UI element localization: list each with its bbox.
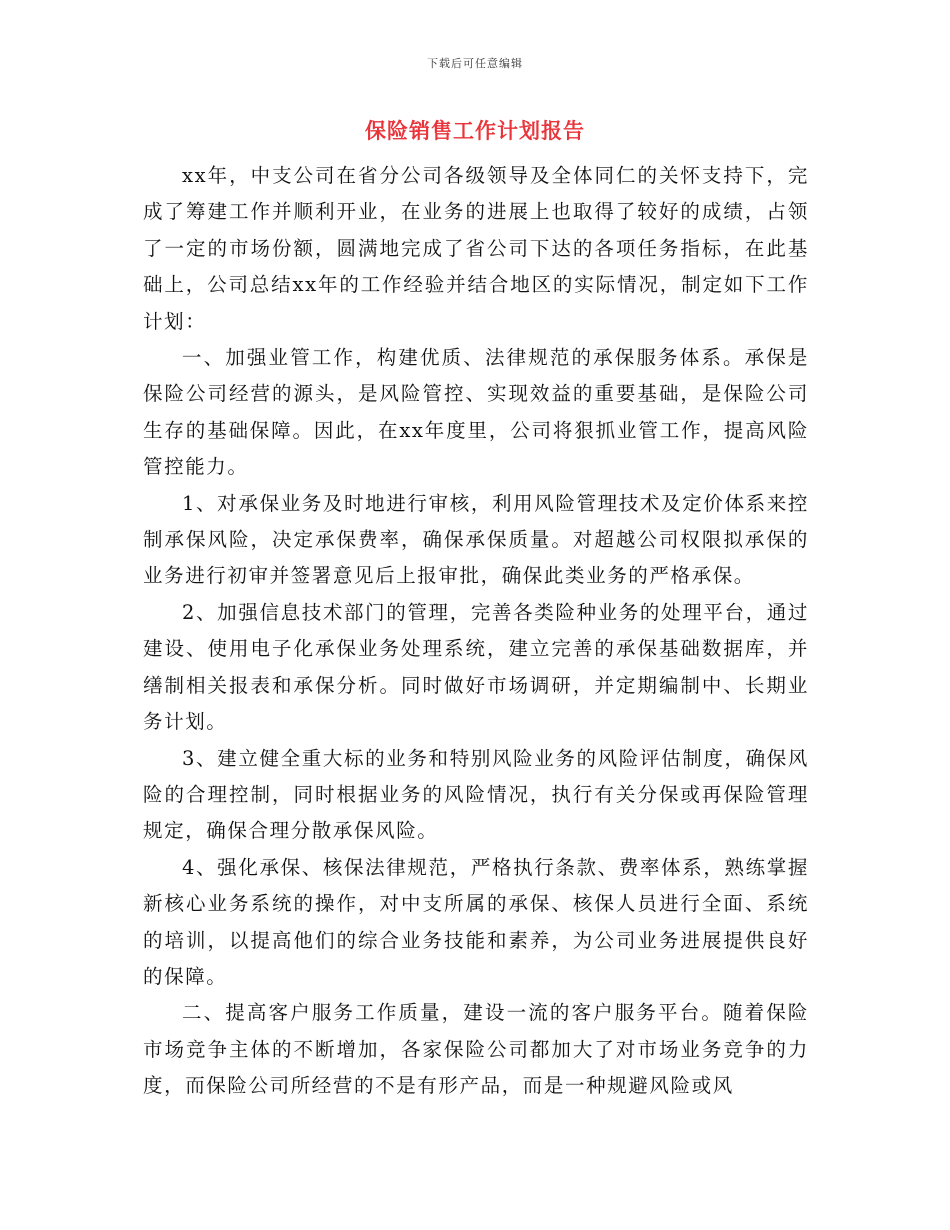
paragraph-item-4: 4、强化承保、核保法律规范，严格执行条款、费率体系，熟练掌握新核心业务系统的操作，对中支所属的承保、核保人员进行全面、系统的培训，以提高他们的综合业务技能和素养，为公司业务进展提供良好的保障。: [143, 855, 809, 988]
header-note: 下载后可任意编辑: [427, 57, 523, 70]
paragraph-item-2: 2、加强信息技术部门的管理，完善各类险种业务的处理平台，通过建设、使用电子化承保业务处理系统，建立完善的承保基础数据库，并缮制相关报表和承保分析。同时做好市场调研，并定期编制中、长期业务计划。: [143, 600, 809, 734]
paragraph-intro: xx年，中支公司在省分公司各级领导及全体同仁的关怀支持下，完成了筹建工作并顺利开业，在业务的进展上也取得了较好的成绩，占领了一定的市场份额，圆满地完成了省公司下达的各项任务指标，在此基础上，公司总结xx年的工作经验并结合地区的实际情况，制定如下工作计划：: [143, 164, 809, 333]
paragraph-section-2: 二、提高客户服务工作质量，建设一流的客户服务平台。随着保险市场竞争主体的不断增加，各家保险公司都加大了对市场业务竞争的力度，而保险公司所经营的不是有形产品，而是一种规避风险或风: [143, 1001, 809, 1098]
document-body: [143, 158, 809, 1105]
paragraph-item-3: 3、建立健全重大标的业务和特别风险业务的风险评估制度，确保风险的合理控制，同时根据业务的风险情况，执行有关分保或再保险管理规定，确保合理分散承保风险。: [143, 746, 809, 843]
paragraph-section-1: 一、加强业管工作，构建优质、法律规范的承保服务体系。承保是保险公司经营的源头，是风险管控、实现效益的重要基础，是保险公司生存的基础保障。因此，在xx年度里，公司将狠抓业管工作，提高风险管控能力。: [143, 346, 809, 479]
paragraph-item-1: 1、对承保业务及时地进行审核，利用风险管理技术及定价体系来控制承保风险，决定承保费率，确保承保质量。对超越公司权限拟承保的业务进行初审并签署意见后上报审批，确保此类业务的严格承保。: [143, 491, 809, 588]
document-title: 保险销售工作计划报告: [365, 119, 585, 143]
